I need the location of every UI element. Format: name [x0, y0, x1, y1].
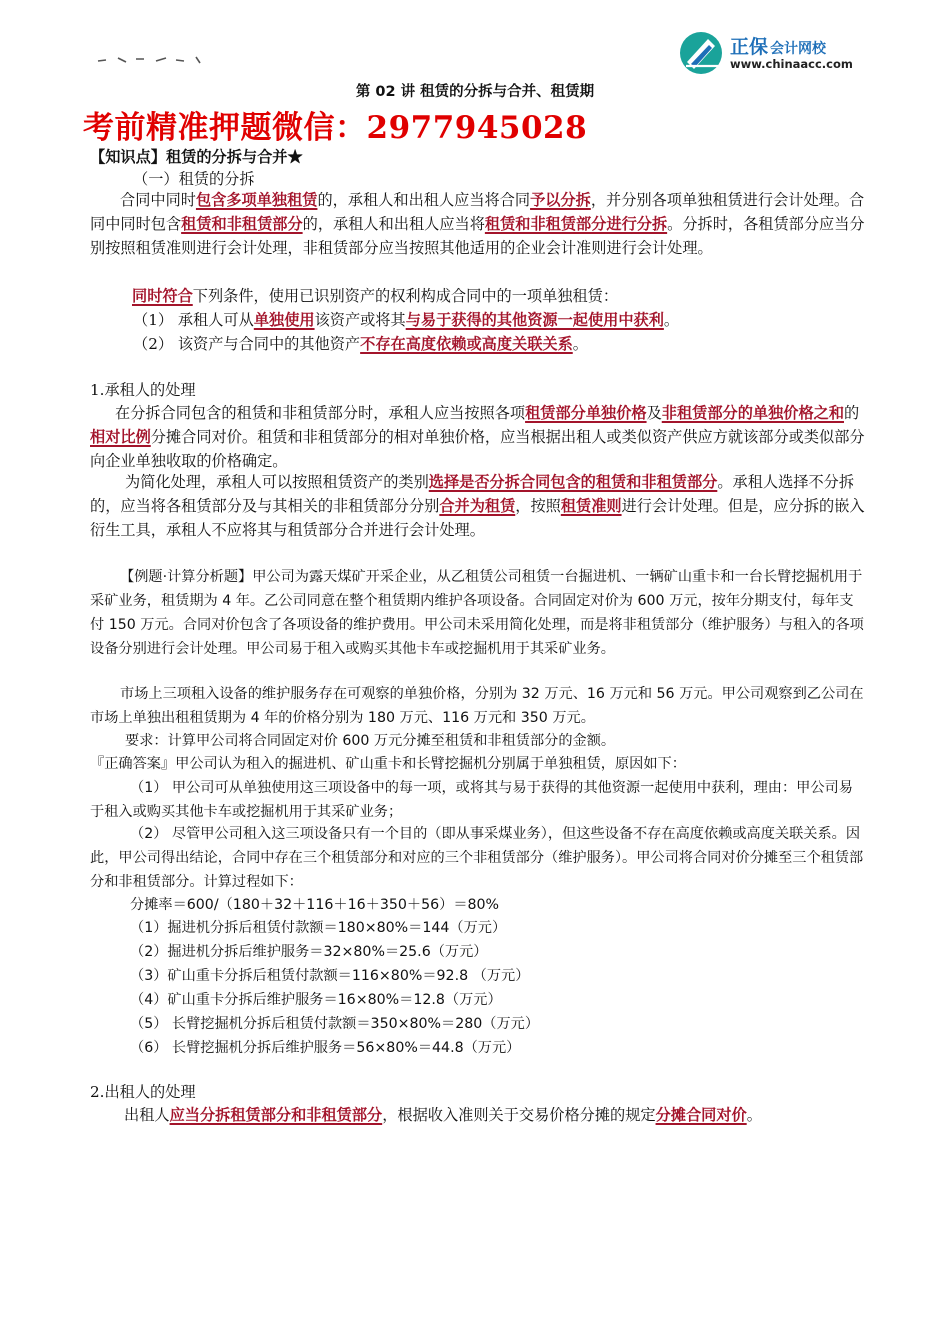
calc-line: （2）掘进机分拆后维护服务＝32×80%＝25.6（万元） [130, 944, 488, 960]
lessee-paragraph-1: 在分拆合同包含的租赁和非租赁部分时，承租人应当按照各项租赁部分单独价格及非租赁部分的单独价格之和的相对比例分摊合同对价。租赁和非租赁部分的相对单独价格，应当根据出租人或类似资产供应方就该部分或类似部分向企业单独收取的价格确定。 [90, 404, 865, 470]
promo-banner: 考前精准押题微信：2977945028 [83, 110, 588, 146]
example-paragraph-1: 【例题·计算分析题】甲公司为露天煤矿开采企业，从乙租赁公司租赁一台掘进机、一辆矿山重卡和一台长臂挖掘机用于采矿业务，租赁期为 4 年。乙公司同意在整个租赁期内维护各项设备。合同固定对价为 600 万元，按年分期支付，每年支付 150 万元。合同对价包含了各项设备的维护费用。甲公司未采用简化处理，而是将非租赁部分（维护服务）与租入的各项设备分别进行会计处理。甲公司易于租入或购买其他卡车或挖掘机用于其采矿业务。 [90, 569, 864, 657]
chinaacc-logo-icon [678, 30, 724, 76]
lessee-paragraph-2: 为简化处理，承租人可以按照租赁资产的类别选择是否分拆合同包含的租赁和非租赁部分。承租人选择不分拆的，应当将各租赁部分及与其相关的非租赁部分分别合并为租赁，按照租赁准则进行会计处理。但是，应分拆的嵌入衍生工具，承租人不应将其与租赁部分合并进行会计处理。 [90, 473, 865, 539]
chinaacc-logo[interactable] [678, 28, 868, 78]
calc-line: （5） 长臂挖掘机分拆后租赁付款额＝350×80%＝280（万元） [130, 1016, 540, 1032]
knowledge-heading: 【知识点】租赁的分拆与合并★ [90, 148, 303, 166]
condition-1: （1） 承租人可从单独使用该资产或将其与易于获得的其他资源一起使用中获利。 [133, 311, 680, 329]
example-requirement: 要求：计算甲公司将合同固定对价 600 万元分摊至租赁和非租赁部分的金额。 [125, 733, 616, 749]
answer-reason-2: （2） 尽管甲公司租入这三项设备只有一个目的（即从事采煤业务），但这些设备不存在高度依赖或高度关联关系。因此，甲公司得出结论，合同中存在三个租赁部分和对应的三个非租赁部分（维护服务）。甲公司将合同对价分摊至三个租赁部分和非租赁部分。计算过程如下： [90, 826, 864, 890]
logo-name: 正保 会计网校 [730, 36, 827, 58]
lessor-paragraph: 出租人应当分拆租赁部分和非租赁部分，根据收入准则关于交易价格分摊的规定分摊合同对价。 [124, 1106, 762, 1124]
calc-line: 分摊率＝600/（180＋32＋116＋16＋350＋56）＝80% [130, 897, 500, 913]
calc-line: （4）矿山重卡分拆后维护服务＝16×80%＝12.8（万元） [130, 992, 502, 1008]
example-answer: 『正确答案』甲公司认为租入的掘进机、矿山重卡和长臂挖掘机分别属于单独租赁，原因如下： [90, 756, 686, 772]
answer-reason-1: （1） 甲公司可从单独使用这三项设备中的每一项，或将其与易于获得的其他资源一起使用中获利，理由：甲公司易于租入或购买其他卡车或挖掘机用于其采矿业务； [90, 780, 853, 820]
calc-line: （6） 长臂挖掘机分拆后维护服务＝56×80%＝44.8（万元） [130, 1040, 521, 1056]
condition-2: （2） 该资产与合同中的其他资产不存在高度依赖或高度关联关系。 [133, 335, 588, 353]
scribble-mark [96, 52, 206, 66]
example-paragraph-2: 市场上三项租入设备的维护服务存在可观察的单独价格，分别为 32 万元、16 万元和 56 万元。甲公司观察到乙公司在市场上单独出租租赁期为 4 年的价格分别为 180 万元、116 万元和 350 万元。 [90, 686, 864, 726]
logo-url: www.chinaacc.com [730, 57, 853, 71]
lessor-heading: 2.出租人的处理 [90, 1083, 196, 1101]
subheading-lease-split: （一）租赁的分拆 [133, 170, 255, 188]
calc-line: （1）掘进机分拆后租赁付款额＝180×80%＝144（万元） [130, 920, 507, 936]
lecture-title: 第 02 讲 租赁的分拆与合并、租赁期 [355, 84, 595, 100]
paragraph-split-rules: 合同中同时包含多项单独租赁的，承租人和出租人应当将合同予以分拆，并分别各项单独租赁进行会计处理。合同中同时包含租赁和非租赁部分的，承租人和出租人应当将租赁和非租赁部分进行分拆。分拆时，各租赁部分应当分别按照租赁准则进行会计处理，非租赁部分应当按照其他适用的企业会计准则进行会计处理。 [90, 191, 865, 257]
lessee-heading: 1.承租人的处理 [90, 381, 196, 399]
calc-line: （3）矿山重卡分拆后租赁付款额＝116×80%＝92.8 （万元） [130, 968, 530, 984]
paragraph-conditions: 同时符合下列条件，使用已识别资产的权利构成合同中的一项单独租赁： [132, 287, 618, 305]
